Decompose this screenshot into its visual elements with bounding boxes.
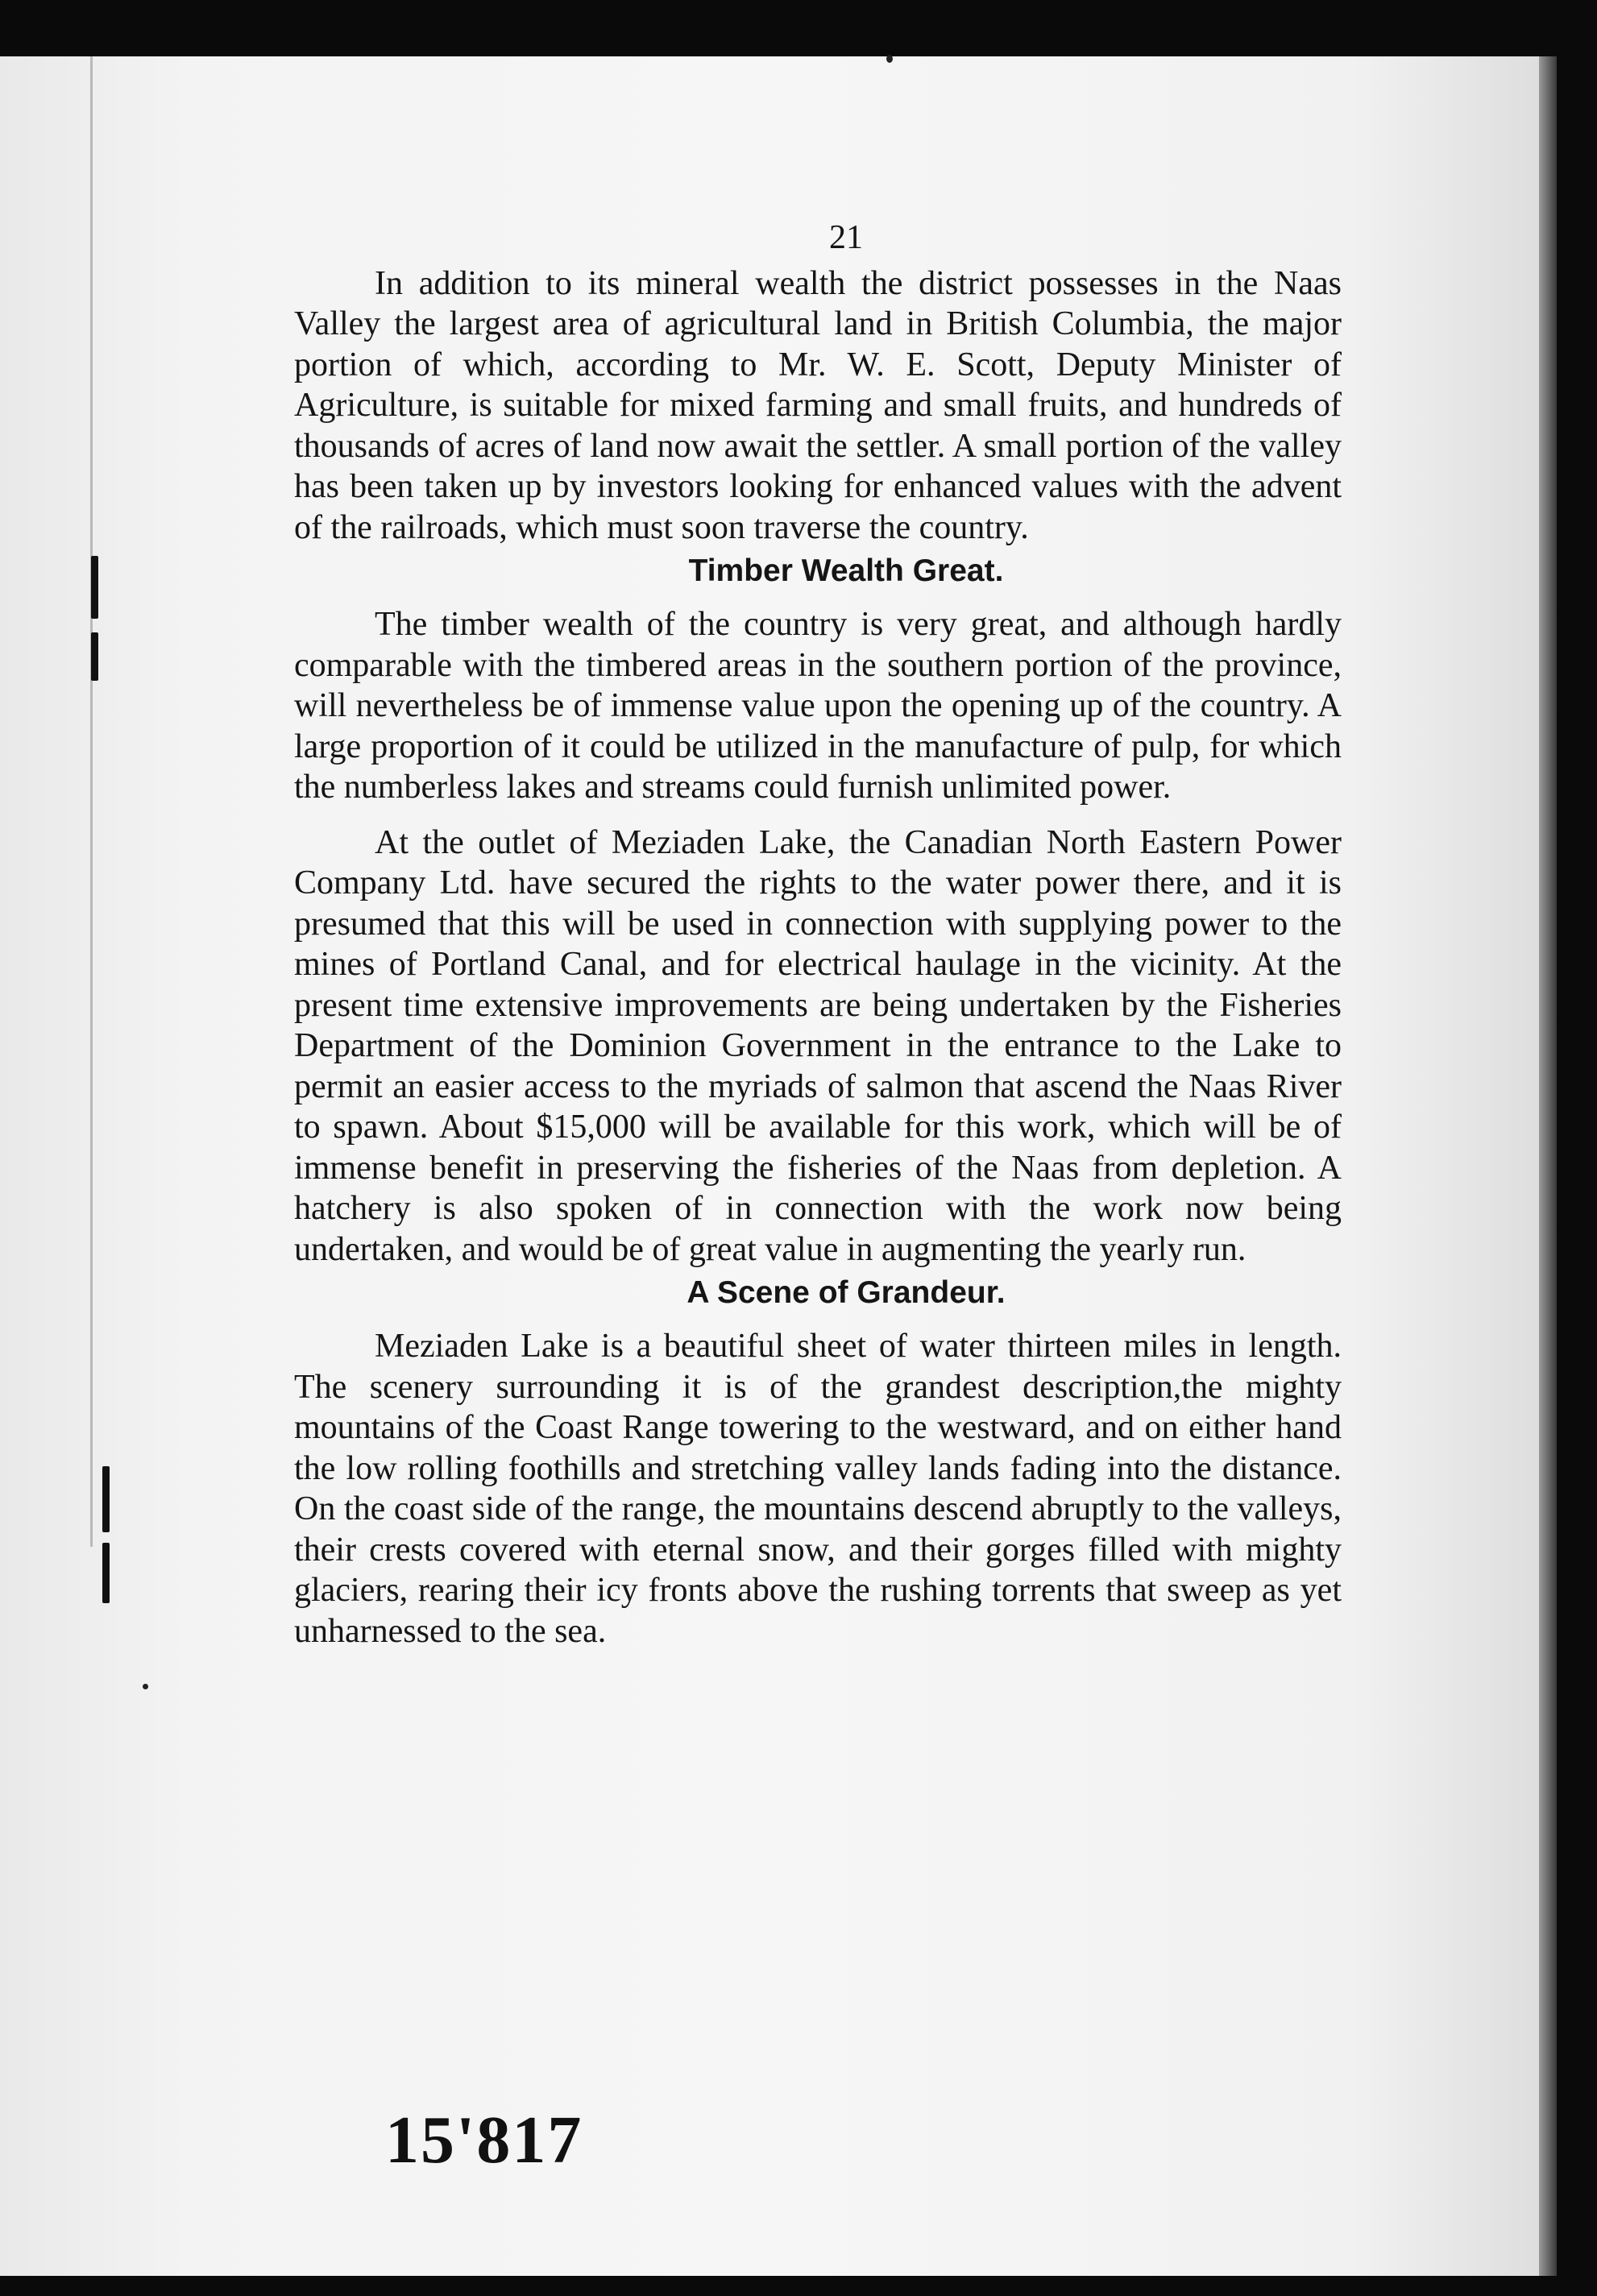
- paragraph-timber: The timber wealth of the country is very great, and although hardly comparable with the timbered areas in the southern portion of the province, will nevertheless be of immense value upon the opening up of the country. A large proportion of it could be utilized in the manufacture of pulp, for which the numberless lakes and streams could furnish unlimited power.: [294, 606, 1342, 806]
- margin-mark: [91, 632, 98, 681]
- paragraph-agriculture: In addition to its mineral wealth the district possesses in the Naas Valley the largest area of agricultural land in British Columbia, the major portion of which, according to Mr. W. E. Scott, Deputy Minister of Agriculture, is suitable for mixed farming and small fruits, and hundreds of thousands of acres of land now await the settler. A small portion of the valley has been taken up by investors looking for enhanced values with the advent of the railroads, which must soon traverse the country.: [294, 264, 1342, 546]
- section-heading-timber: Timber Wealth Great.: [688, 553, 1004, 588]
- page-text: [294, 218, 1342, 1652]
- page-number: 21: [829, 219, 863, 256]
- catalog-stamp-number: 15'817: [385, 2103, 583, 2178]
- paragraph-water-power: At the outlet of Meziaden Lake, the Canadian North Eastern Power Company Ltd. have secured the rights to the water power there, and it is presumed that this will be used in connection with supplying power to the mines of Portland Canal, and for electrical haulage in the vicinity. At the present time extensive improvements are being undertaken by the Fisheries Department of the Dominion Government in the entrance to the Lake to permit an easier access to the myriads of salmon that ascend the Naas River to spawn. About $15,000 will be available for this work, which will be of immense benefit in preserving the fisheries of the Naas from depletion. A hatchery is also spoken of in connection with the work now being undertaken, and would be of great value in augmenting the yearly run.: [294, 823, 1342, 1268]
- section-heading-grandeur: A Scene of Grandeur.: [687, 1275, 1006, 1310]
- binding-line: [90, 56, 93, 1547]
- page-edge-shadow: [1539, 56, 1557, 2276]
- margin-mark: [102, 1466, 110, 1532]
- dust-speck: [886, 55, 893, 63]
- margin-mark: [91, 556, 98, 619]
- paragraph-meziaden-lake: Meziaden Lake is a beautiful sheet of water thirteen miles in length. The scenery surrounding it is of the grandest description,the mighty mountains of the Coast Range towering to the westward, and on either hand the low rolling foothills and stretching valley lands fading into the distance. On the coast side of the range, the mountains descend abruptly to the valleys, their crests covered with eternal snow, and their gorges filled with mighty glaciers, rearing their icy fronts above the rushing torrents that sweep as yet unharnessed to the sea.: [294, 1328, 1342, 1650]
- margin-mark: [102, 1543, 110, 1603]
- dust-speck: [143, 1684, 148, 1689]
